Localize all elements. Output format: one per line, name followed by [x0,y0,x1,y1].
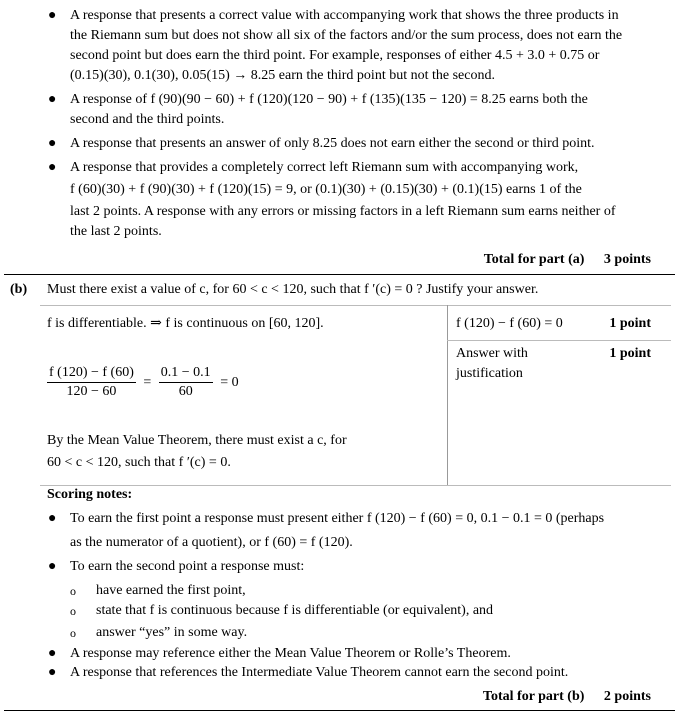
mvt-quotient [47,364,239,401]
rubric-criterion-2-line-2: justification [456,366,523,381]
sub-bullet-icon: o [70,584,76,598]
bullet-line: the Riemann sum but does not show all six of the factors and/or the sum process, does not earn the [70,28,623,43]
bullet-line: second and the third points. [70,112,225,127]
part-b-question: Must there exist a value of c, for 60 < c < 120, such that f ′(c) = 0 ? Justify your answer. [47,282,539,297]
rubric-points-1: 1 point [609,316,651,331]
sub-item-text: have earned the first point, [96,583,246,598]
rubric-column-divider [447,305,448,485]
section-divider [4,710,675,711]
table-top-border [40,305,671,306]
sub-item-1 [70,581,246,601]
table-bottom-border [40,485,671,486]
total-points: 2 points [603,689,651,704]
bullet-icon: ● [48,511,57,526]
sub-bullet-icon: o [70,604,76,618]
fraction-numerator: f (120) − f (60) [47,364,136,383]
note-bullet-2 [44,557,664,577]
bullet-line: A response that presents a correct value with accompanying work that shows the three products in [70,8,619,23]
bullet-icon: ● [48,160,57,175]
note-bullet-3 [44,644,664,664]
sub-item-3 [70,623,247,643]
sub-item-2 [70,601,493,621]
part-a-bullet-2 [44,90,664,130]
bullet-line: A response may reference either the Mean Value Theorem or Rolle’s Theorem. [70,646,511,661]
scoring-notes-title: Scoring notes: [47,487,133,502]
fraction-numerator: 0.1 − 0.1 [159,364,213,383]
part-a-bullet-1 [44,6,664,86]
sub-item-text: answer “yes” in some way. [96,625,248,640]
part-b-total [483,687,651,707]
bullet-icon: ● [48,92,57,107]
rubric-points-2: 1 point [609,346,651,361]
rubric-row-divider [447,340,671,341]
bullet-line: A response that provides a completely correct left Riemann sum with accompanying work, [70,160,579,175]
values-fraction [159,364,213,401]
fraction-denominator: 120 − 60 [66,384,117,399]
bullet-icon: ● [48,646,57,661]
rubric-criterion-1: f (120) − f (60) = 0 [456,316,563,331]
bullet-icon: ● [48,136,57,151]
fraction-result: = 0 [220,374,239,390]
section-divider [4,274,675,275]
bullet-icon: ● [48,8,57,23]
part-a-bullet-3 [44,134,664,154]
bullet-icon: ● [48,665,57,680]
part-a-total [484,250,651,270]
note-bullet-1 [44,509,664,553]
note-bullet-4 [44,663,664,683]
bullet-line: as the numerator of a quotient), or f (60) = f (120). [70,535,353,550]
work-line-continuity: f is differentiable. ⇒ f is continuous on [60, 120]. [47,316,324,331]
bullet-line: A response of f (90)(90 − 60) + f (120)(120 − 90) + f (135)(135 − 120) = 8.25 earns both the [70,92,588,107]
fraction-denominator: 60 [178,384,193,399]
total-label: Total for part (b) [482,689,585,704]
bullet-line: To earn the second point a response must: [70,559,305,574]
total-points: 3 points [603,252,651,267]
bullet-line: A response that references the Intermediate Value Theorem cannot earn the second point. [70,665,569,680]
mvt-line-1: By the Mean Value Theorem, there must exist a c, for [47,433,347,448]
mvt-line-2: 60 < c < 120, such that f ′(c) = 0. [47,455,231,470]
part-a-bullet-4 [44,158,664,242]
equals-sign: = [143,374,152,390]
total-label: Total for part (a) [483,252,585,267]
bullet-line: second point but does earn the third point. For example, responses of either 4.5 + 3.0 + 0.75 or [70,48,600,63]
bullet-line: last 2 points. A response with any errors or missing factors in a left Riemann sum earns neither of [70,204,616,219]
bullet-line: f (60)(30) + f (90)(30) + f (120)(15) = 9, or (0.1)(30) + (0.15)(30) + (0.1)(15) earns 1 of the [70,182,582,197]
rubric-criterion-2-line-1: Answer with [456,346,528,361]
bullet-icon: ● [48,559,57,574]
part-b-label: (b) [10,282,28,297]
sub-bullet-icon: o [70,626,76,640]
sub-item-text: state that f is continuous because f is differentiable (or equivalent), and [96,603,494,618]
quotient-fraction [47,364,136,401]
bullet-line: (0.15)(30), 0.1(30), 0.05(15) → 8.25 earn the third point but not the second. [70,68,495,83]
bullet-line: To earn the first point a response must present either f (120) − f (60) = 0, 0.1 − 0.1 = 0 (perhaps [70,511,605,526]
bullet-line: the last 2 points. [70,224,162,239]
bullet-line: A response that presents an answer of only 8.25 does not earn either the second or third point. [70,136,595,151]
